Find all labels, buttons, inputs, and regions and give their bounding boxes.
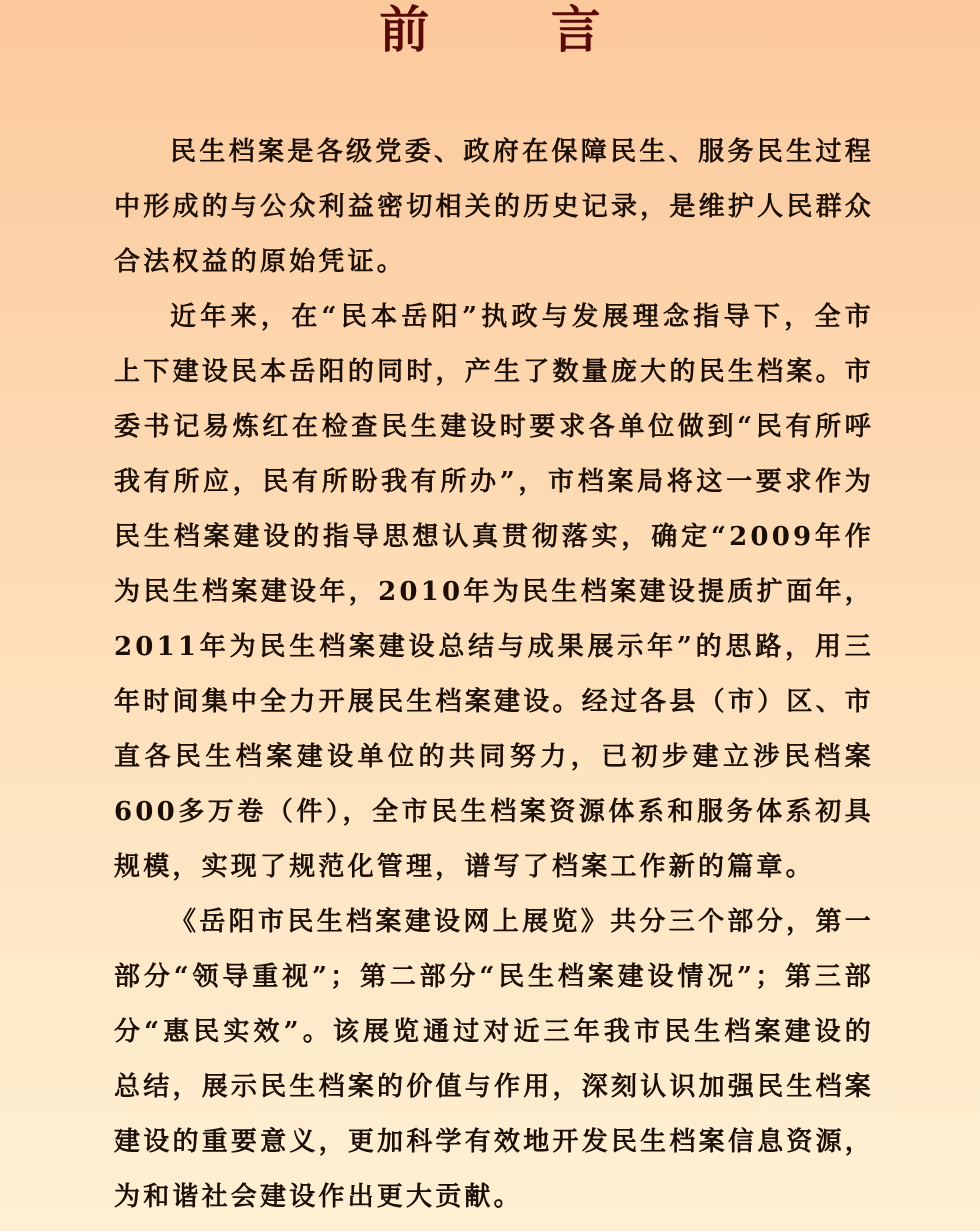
preface-body	[114, 125, 874, 1225]
paragraph-2: 近年来，在“民本岳阳”执政与发展理念指导下，全市上下建设民本岳阳的同时，产生了数量庞大的民生档案。市委书记易炼红在检查民生建设时要求各单位做到“民有所呼我有所应，民有所盼我有所办”，市档案局将这一要求作为民生档案建设的指导思想认真贯彻落实，确定“2009年作为民生档案建设年，2010年为民生档案建设提质扩面年，2011年为民生档案建设总结与成果展示年”的思路，用三年时间集中全力开展民生档案建设。经过各县（市）区、市直各民生档案建设单位的共同努力，已初步建立涉民档案600多万卷（件），全市民生档案资源体系和服务体系初具规模，实现了规范化管理，谱写了档案工作新的篇章。	[114, 302, 874, 882]
paragraph-1: 民生档案是各级党委、政府在保障民生、服务民生过程中形成的与公众利益密切相关的历史记录，是维护人民群众合法权益的原始凭证。	[114, 137, 874, 277]
page-title: 前 言	[379, 0, 653, 59]
paragraph-3: 《岳阳市民生档案建设网上展览》共分三个部分，第一部分“领导重视”；第二部分“民生档案建设情况”；第三部分“惠民实效”。该展览通过对近三年我市民生档案建设的总结，展示民生档案的价值与作用，深刻认识加强民生档案建设的重要意义，更加科学有效地开发民生档案信息资源，为和谐社会建设作出更大贡献。	[114, 907, 874, 1212]
